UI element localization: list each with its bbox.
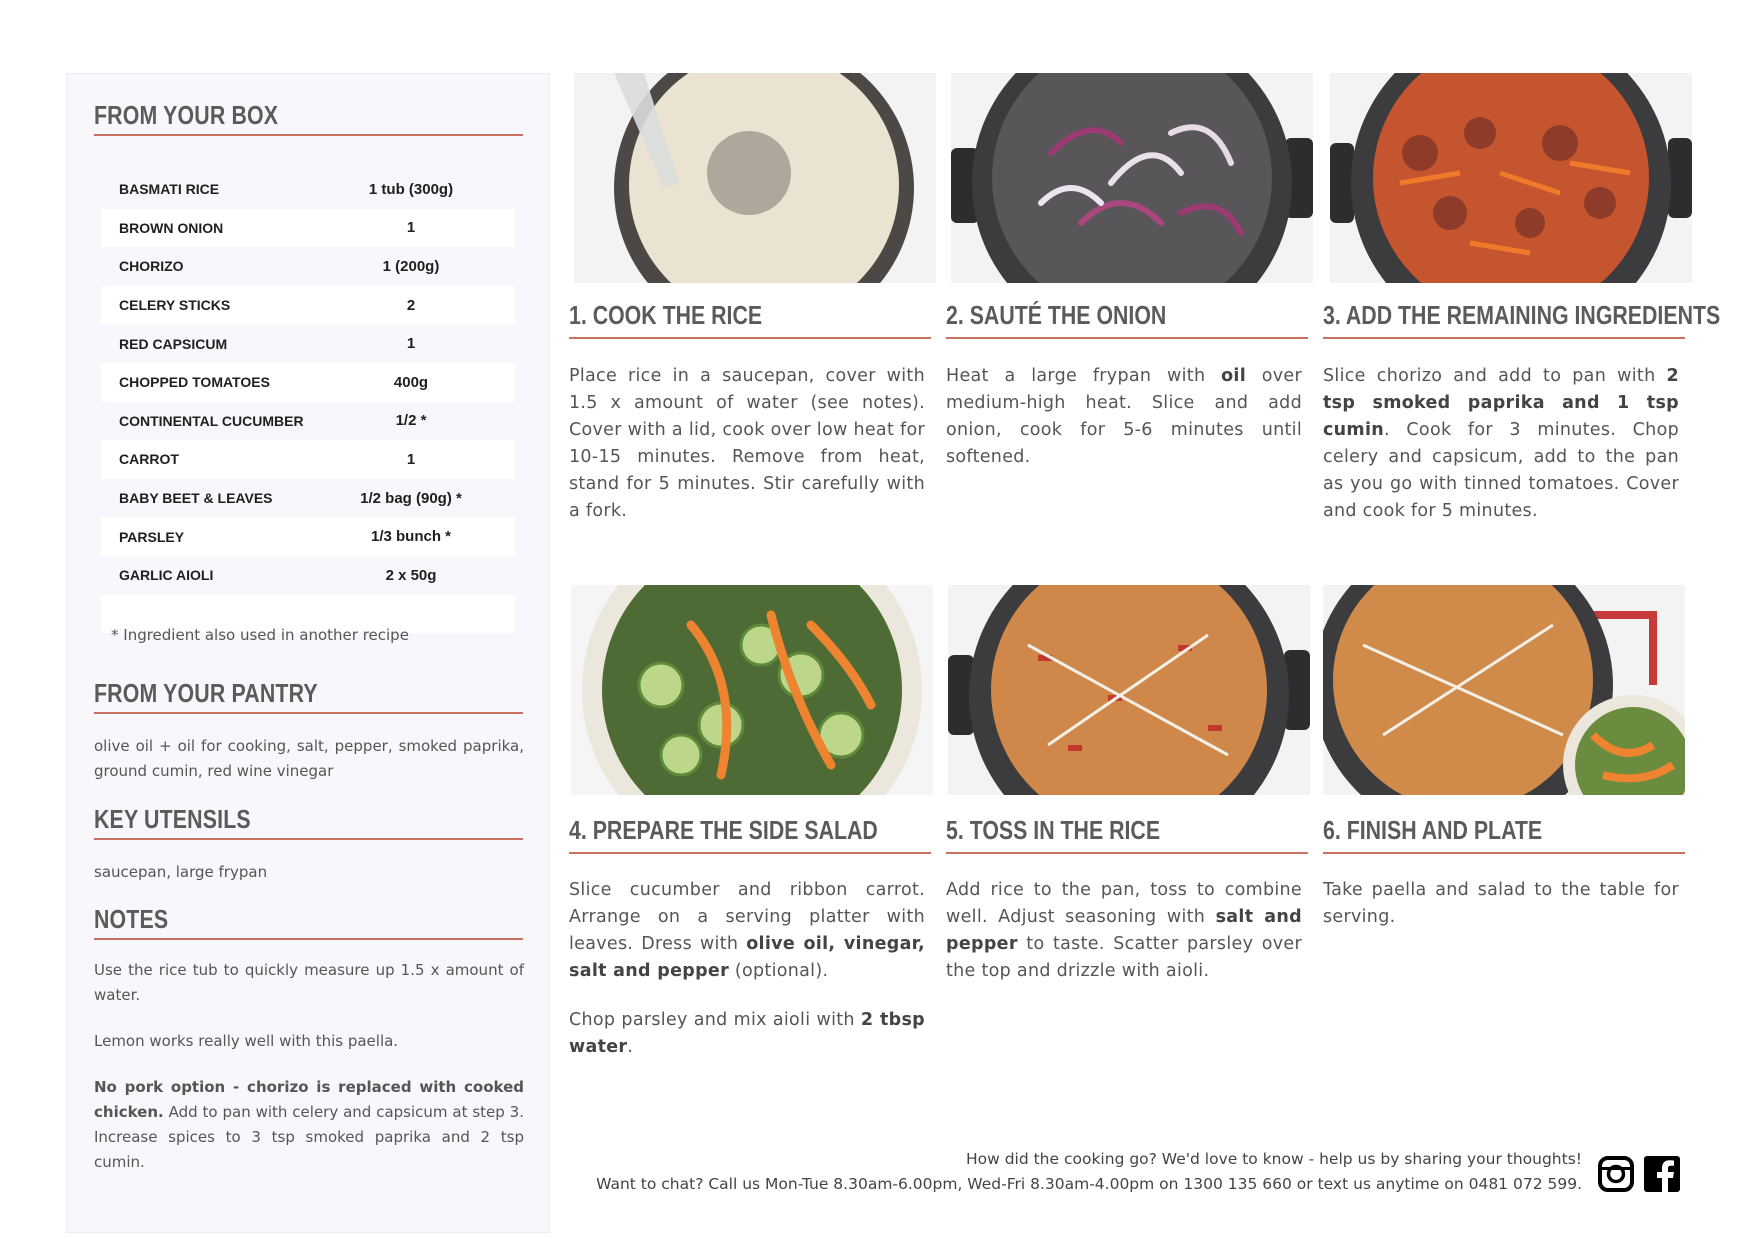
ingredient-row (101, 517, 515, 556)
heading-rule (946, 337, 1308, 339)
step-text-run: Take paella and salad to the table for serving. (1323, 880, 1679, 927)
ingredient-quantity: 1/3 bunch * (370, 528, 452, 546)
feedback-line: How did the cooking go? We'd love to know - help us by sharing your thoughts! (965, 1150, 1582, 1168)
ingredient-quantity: 1 (406, 219, 416, 237)
heading-rule (94, 134, 523, 136)
ingredient-name: BABY BEET & LEAVES (119, 490, 273, 507)
ingredient-name: GARLIC AIOLI (119, 567, 214, 584)
ingredient-quantity: 1 (406, 450, 416, 468)
feedback-footer (596, 1147, 1582, 1197)
step-text-run: 2 tsp smoked paprika and 1 tsp cumin (1323, 366, 1679, 440)
heading-rule (94, 838, 523, 840)
ingredients-table (101, 170, 515, 633)
from-your-pantry-heading: FROM YOUR PANTRY (94, 678, 318, 708)
step-4-title: 4. PREPARE THE SIDE SALAD (569, 815, 878, 845)
step-text-run: Add rice to the pan, toss to combine well. Adjust seasoning with (946, 880, 1302, 927)
step-6-title: 6. FINISH AND PLATE (1323, 815, 1543, 845)
step-paragraph (569, 877, 925, 985)
step-text-run: oil (1221, 366, 1247, 386)
ingredient-name: PARSLEY (119, 528, 185, 545)
note-2: Lemon works really well with this paella. (94, 1032, 399, 1050)
step-text-run: olive oil, vinegar, salt and pepper (569, 934, 925, 981)
step-text-run: 2 tbsp water (569, 1010, 925, 1057)
ingredient-name: RED CAPSICUM (119, 335, 228, 352)
step-2-photo (951, 73, 1313, 283)
utensils-text: saucepan, large frypan (94, 863, 268, 881)
ingredient-row (101, 440, 515, 479)
step-2-title: 2. SAUTÉ THE ONION (946, 300, 1167, 330)
ingredients-panel (66, 73, 550, 1233)
step-4-photo (571, 585, 933, 795)
ingredient-row (101, 402, 515, 441)
ingredient-quantity: 1/2 bag (90g) * (360, 489, 462, 507)
step-5-title: 5. TOSS IN THE RICE (946, 815, 1161, 845)
step-5-photo (948, 585, 1310, 795)
step-text-run: Chop parsley and mix aioli with (569, 1010, 861, 1030)
ingredient-row (101, 363, 515, 402)
ingredient-name: CONTINENTAL CUCUMBER (119, 412, 304, 429)
ingredient-row (101, 286, 515, 325)
ingredient-row (101, 170, 515, 209)
heading-rule (569, 337, 931, 339)
step-1-text (569, 363, 925, 547)
ingredient-name: CHORIZO (119, 258, 184, 275)
step-6-photo (1323, 585, 1685, 795)
step-5-text (946, 877, 1302, 1007)
step-text-run: salt and pepper (946, 907, 1302, 954)
contact-line: Want to chat? Call us Mon-Tue 8.30am-6.00pm, Wed-Fri 8.30am-4.00pm on 1300 135 660 or text us anytime on 0481 072 599. (596, 1175, 1582, 1193)
step-text-run: (optional). (729, 961, 829, 981)
step-6-text (1323, 877, 1679, 953)
ingredient-quantity: 1 (200g) (382, 257, 440, 275)
instagram-icon[interactable] (1598, 1156, 1634, 1192)
step-1-title: 1. COOK THE RICE (569, 300, 763, 330)
ingredient-row (101, 324, 515, 363)
ingredient-quantity: 2 x 50g (385, 566, 437, 584)
ingredient-row (101, 247, 515, 286)
step-paragraph (569, 363, 925, 525)
step-text-run: Slice cucumber and ribbon carrot. Arrange on a serving platter with leaves. Dress with (569, 880, 925, 954)
step-1-photo (574, 73, 936, 283)
ingredient-name: BASMATI RICE (119, 181, 220, 198)
step-text-run: Heat a large frypan with (946, 366, 1222, 386)
key-utensils-heading: KEY UTENSILS (94, 804, 251, 834)
ingredient-row (101, 556, 515, 595)
facebook-icon[interactable] (1644, 1156, 1680, 1192)
step-paragraph (1323, 877, 1679, 931)
ingredient-quantity: 1 (406, 335, 416, 353)
note-3: No pork option - chorizo is replaced with cooked chicken. Add to pan with celery and capsicum at step 3. Increase spices to 3 tsp smoked paprika and 2 tsp cumin. (94, 1078, 524, 1171)
ingredient-name: BROWN ONION (119, 219, 224, 236)
ingredient-quantity: 400g (393, 373, 429, 391)
ingredient-name: CARROT (119, 451, 179, 468)
heading-rule (1323, 337, 1685, 339)
step-text-run: Slice chorizo and add to pan with (1323, 366, 1667, 386)
step-paragraph (946, 877, 1302, 985)
step-text-run: Place rice in a saucepan, cover with 1.5 x amount of water (see notes). Cover with a lid, cook over low heat for 10-15 minutes. Remove from heat, stand for 5 minutes. Stir carefully with a fork. (569, 366, 925, 521)
step-3-photo (1330, 73, 1692, 283)
ingredient-row (101, 479, 515, 518)
notes-text (94, 958, 524, 1196)
heading-rule (94, 712, 523, 714)
step-text-run: . (627, 1037, 634, 1057)
step-4-text (569, 877, 925, 1083)
ingredient-name: CHOPPED TOMATOES (119, 374, 270, 391)
notes-heading: NOTES (94, 904, 169, 934)
pantry-text: olive oil + oil for cooking, salt, pepper, smoked paprika, ground cumin, red wine vinegar (94, 737, 524, 780)
step-3-title: 3. ADD THE REMAINING INGREDIENTS (1323, 300, 1721, 330)
ingredient-quantity: 1/2 * (395, 412, 427, 430)
note-1: Use the rice tub to quickly measure up 1.5 x amount of water. (94, 961, 524, 1004)
heading-rule (94, 938, 523, 940)
step-paragraph (946, 363, 1302, 471)
step-paragraph (1323, 363, 1679, 525)
heading-rule (1323, 852, 1685, 854)
from-your-box-heading: FROM YOUR BOX (94, 100, 279, 130)
ingredient-row (101, 209, 515, 248)
heading-rule (569, 852, 931, 854)
ingredient-footnote: * Ingredient also used in another recipe (111, 626, 409, 644)
step-paragraph (569, 1007, 925, 1061)
step-3-text (1323, 363, 1679, 547)
ingredient-quantity: 1 tub (300g) (368, 180, 454, 198)
ingredient-name: CELERY STICKS (119, 297, 231, 314)
step-text-run: over medium-high heat. Slice and add onion, cook for 5-6 minutes until softened. (946, 366, 1302, 467)
step-text-run: . Cook for 3 minutes. Chop celery and capsicum, add to the pan as you go with tinned tomatoes. Cover and cook for 5 minutes. (1323, 420, 1679, 521)
ingredient-quantity: 2 (406, 296, 416, 314)
step-text-run: to taste. Scatter parsley over the top and drizzle with aioli. (946, 934, 1302, 981)
heading-rule (946, 852, 1308, 854)
step-2-text (946, 363, 1302, 493)
